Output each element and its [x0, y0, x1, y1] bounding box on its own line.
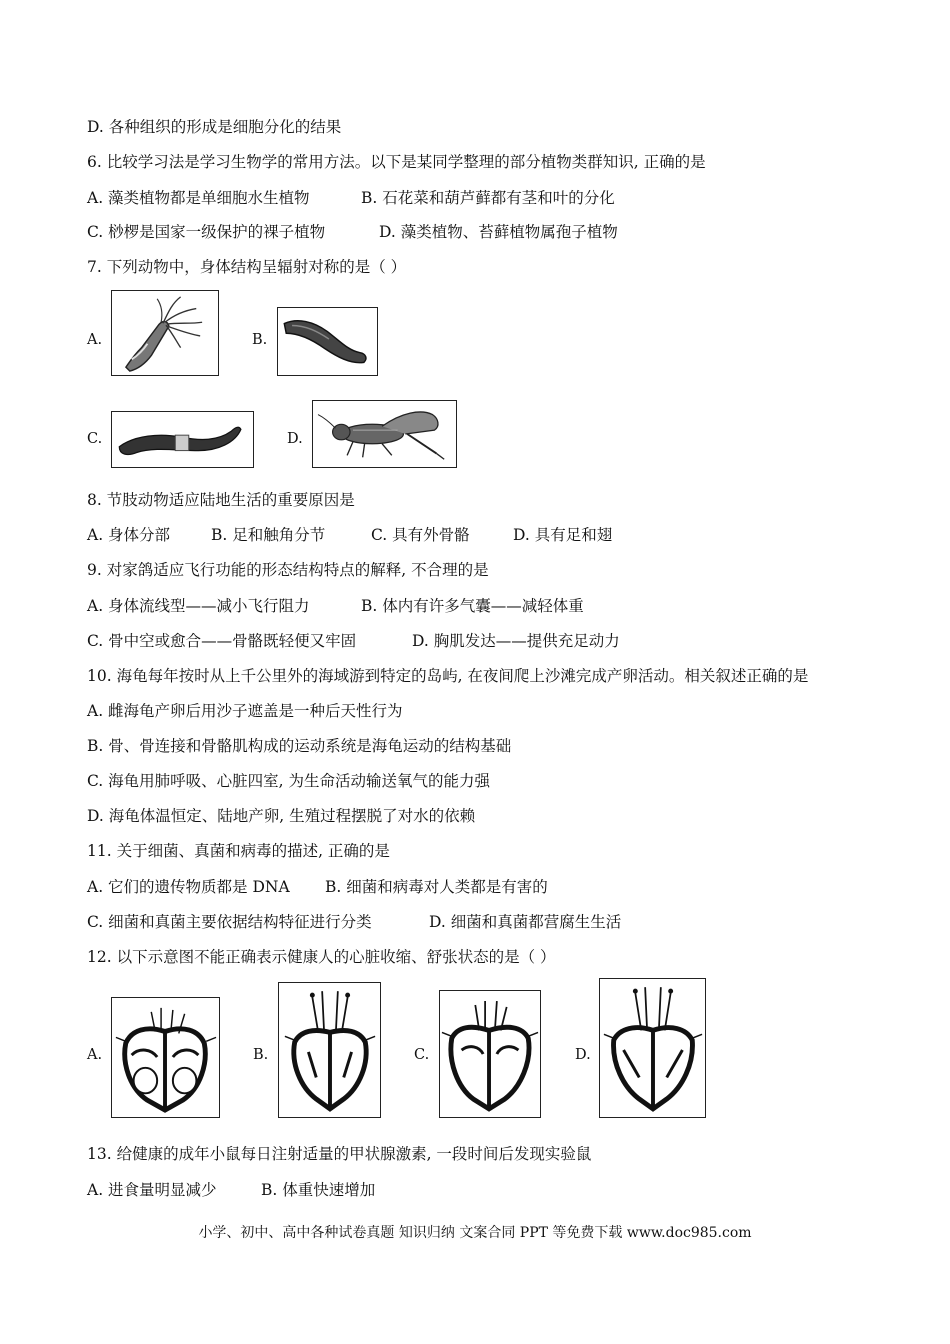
q10-option-b: B. 骨、骨连接和骨骼肌构成的运动系统是海龟运动的结构基础 [87, 737, 512, 755]
grasshopper-drawing [313, 401, 456, 467]
q6-option-d: D. 藻类植物、苔藓植物属孢子植物 [379, 223, 618, 241]
q9-option-d: D. 胸肌发达——提供充足动力 [412, 632, 620, 650]
q9-options-row2 [87, 631, 620, 651]
q12-label-c: C. [414, 1047, 430, 1063]
q9-option-a: A. 身体流线型——减小飞行阻力 [87, 597, 310, 615]
q10-option-d: D. 海龟体温恒定、陆地产卵, 生殖过程摆脱了对水的依赖 [87, 807, 476, 825]
q12-label-b: B. [253, 1047, 269, 1063]
heart-diagram-c-icon [439, 990, 541, 1118]
q5-option-d: D. 各种组织的形成是细胞分化的结果 [87, 118, 342, 136]
q8-option-b: B. 足和触角分节 [211, 526, 326, 544]
grasshopper-icon [312, 400, 457, 468]
earthworm-drawing [112, 412, 253, 467]
q6-option-a: A. 藻类植物都是单细胞水生植物 [87, 189, 310, 207]
q13-option-a: A. 进食量明显减少 [87, 1181, 217, 1199]
q9-stem: 9. 对家鸽适应飞行功能的形态结构特点的解释, 不合理的是 [87, 561, 489, 579]
q8-option-a: A. 身体分部 [87, 526, 171, 544]
q7-label-a: A. [87, 332, 103, 348]
leech-icon [277, 307, 378, 376]
q11-option-a: A. 它们的遗传物质都是 DNA [87, 878, 290, 896]
q13-stem: 13. 给健康的成年小鼠每日注射适量的甲状腺激素, 一段时间后发现实验鼠 [87, 1145, 592, 1163]
q11-option-c: C. 细菌和真菌主要依据结构特征进行分类 [87, 913, 372, 931]
leech-drawing [278, 308, 377, 375]
q8-option-c: C. 具有外骨骼 [371, 526, 470, 544]
q10-option-c: C. 海龟用肺呼吸、心脏四室, 为生命活动输送氧气的能力强 [87, 772, 491, 790]
q9-options-row1 [87, 596, 584, 616]
heart-diagram-b-icon [278, 982, 381, 1118]
q7-label-b: B. [252, 332, 268, 348]
heart-c-drawing [440, 991, 540, 1117]
q6-options-row2 [87, 222, 618, 242]
q12-label-d: D. [575, 1047, 591, 1063]
earthworm-icon [111, 411, 254, 468]
q11-options-row2 [87, 912, 621, 932]
heart-a-drawing [112, 998, 219, 1117]
q11-option-b: B. 细菌和病毒对人类都是有害的 [325, 878, 548, 896]
q7-label-c: C. [87, 431, 103, 447]
heart-b-drawing [279, 983, 380, 1117]
q12-label-a: A. [87, 1047, 103, 1063]
q11-option-d: D. 细菌和真菌都营腐生生活 [429, 913, 622, 931]
q10-stem: 10. 海龟每年按时从上千公里外的海域游到特定的岛屿, 在夜间爬上沙滩完成产卵活动。相关叙述正确的是 [87, 667, 809, 685]
heart-d-drawing [600, 979, 705, 1117]
heart-diagram-a-icon [111, 997, 220, 1118]
page-footer: 小学、初中、高中各种试卷真题 知识归纳 文案合同 PPT 等免费下载 www.doc985.com [198, 1225, 752, 1241]
q7-label-d: D. [287, 431, 303, 447]
q8-option-d: D. 具有足和翅 [513, 526, 613, 544]
q6-option-b: B. 石花菜和葫芦藓都有茎和叶的分化 [361, 189, 615, 207]
q8-options [87, 525, 612, 545]
q9-option-c: C. 骨中空或愈合——骨骼既轻便又牢固 [87, 632, 357, 650]
q13-option-b: B. 体重快速增加 [261, 1181, 376, 1199]
q12-stem: 12. 以下示意图不能正确表示健康人的心脏收缩、舒张状态的是（ ） [87, 948, 556, 966]
q6-stem: 6. 比较学习法是学习生物学的常用方法。以下是某同学整理的部分植物类群知识, 正确的是 [87, 153, 706, 171]
q10-option-a: A. 雌海龟产卵后用沙子遮盖是一种后天性行为 [87, 702, 403, 720]
q13-options [87, 1180, 375, 1200]
q6-option-c: C. 桫椤是国家一级保护的裸子植物 [87, 223, 326, 241]
q7-stem: 7. 下列动物中，身体结构呈辐射对称的是（ ） [87, 258, 407, 276]
q6-options-row1 [87, 188, 615, 208]
heart-diagram-d-icon [599, 978, 706, 1118]
q11-stem: 11. 关于细菌、真菌和病毒的描述, 正确的是 [87, 842, 390, 860]
hydra-drawing [112, 291, 218, 375]
hydra-icon [111, 290, 219, 376]
q11-options-row1 [87, 877, 548, 897]
q8-stem: 8. 节肢动物适应陆地生活的重要原因是 [87, 491, 355, 509]
q9-option-b: B. 体内有许多气囊——减轻体重 [361, 597, 584, 615]
